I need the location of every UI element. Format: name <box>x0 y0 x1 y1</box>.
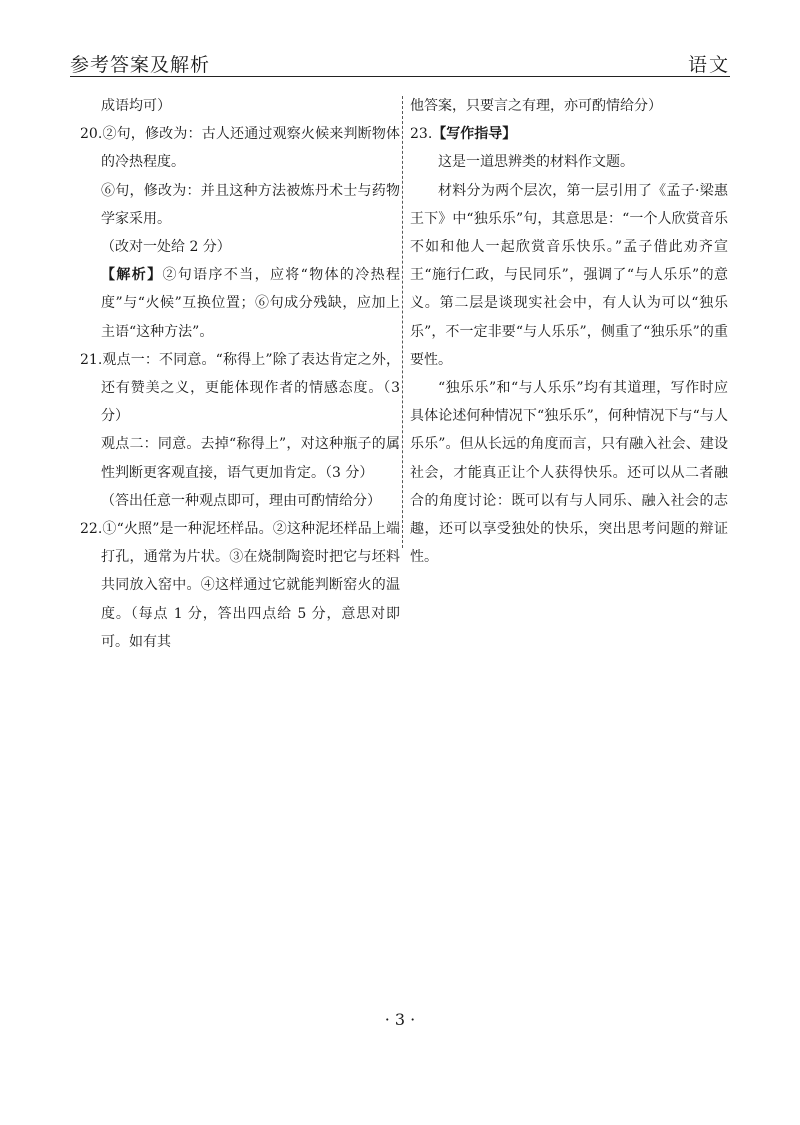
continued-text: 他答案，只要言之有理，亦可酌情给分） <box>410 98 662 114</box>
answer-20-item-2: ⑥句，修改为：并且这种方法被炼丹术士与药物学家采用。 <box>101 182 400 227</box>
column-divider <box>402 96 403 548</box>
answer-21-note: （答出任意一种观点即可，理由可酌情给分） <box>101 492 381 509</box>
analysis-label: 【解析】 <box>101 267 163 284</box>
question-number: 21. <box>80 351 103 368</box>
answer-21 <box>80 346 400 515</box>
answer-21-view-1 <box>80 346 400 431</box>
right-column <box>410 92 728 571</box>
analysis-text: ②句语序不当，应将“物体的冷热程度”与“火候”互换位置；⑥句成分残缺，应加上主语“这种方法”。 <box>101 267 400 340</box>
answer-20 <box>80 120 400 346</box>
answer-22 <box>80 515 400 656</box>
answer-23-para-3: “独乐乐”和“与人乐乐”均有其道理，写作时应具体论述何种情况下“独乐乐”，何种情况下与“与人乐乐”。但从长远的角度而言，只有融入社会、建设社会，才能真正让个人获得快乐。还可以从二者融合的角度讨论：既可以有与人同乐、融入社会的志趣，还可以享受独处的快乐，突出思考问题的辩证性。 <box>410 380 728 566</box>
answer-23-para-2: 材料分为两个层次，第一层引用了《孟子·梁惠王下》中“独乐乐”句，其意思是：“一个人欣赏音乐不如和他人一起欣赏音乐快乐。”孟子借此劝齐宣王“施行仁政，与民同乐”，强调了“与人乐乐”的意义。第二层是谈现实社会中，有人认为可以“独乐乐”，不一定非要“与人乐乐”，侧重了“独乐乐”的重要性。 <box>410 182 728 368</box>
answer-21-view-2: 观点二：同意。去掉“称得上”，对这种瓶子的属性判断更客观直接，语气更加肯定。（3 分） <box>101 436 400 481</box>
answer-text: ②句，修改为：古人还通过观察火候来判断物体的冷热程度。 <box>101 126 400 171</box>
answer-23-heading <box>410 120 728 148</box>
left-column <box>80 92 400 656</box>
question-number: 23. <box>410 126 433 143</box>
answer-20-score: （改对一处给 2 分） <box>101 239 231 256</box>
writing-guide-label: 【写作指导】 <box>432 126 517 143</box>
answer-23 <box>410 120 728 571</box>
header-title: 参考答案及解析 <box>70 54 211 76</box>
question-number: 22. <box>80 521 103 538</box>
answer-20-analysis <box>80 261 400 346</box>
answer-23-para-1: 这是一道思辨类的材料作文题。 <box>438 154 634 171</box>
answer-20-item-1 <box>80 120 400 176</box>
answer-text: 观点一：不同意。“称得上”除了表达肯定之外，还有赞美之义，更能体现作者的情感态度。（3 分） <box>101 351 400 425</box>
continued-text: 成语均可） <box>101 98 171 114</box>
page-number: · 3 · <box>384 1010 416 1029</box>
question-number: 20. <box>80 126 103 143</box>
page-header <box>70 44 730 77</box>
answer-text: ①“火照”是一种泥坯样品。②这种泥坯样品上端打孔，通常为片状。③在烧制陶瓷时把它与坯料共同放入窑中。④这样通过它就能判断窑火的温度。（每点 1 分，答出四点给 5 分，意思对即可。如有其 <box>101 521 400 650</box>
header-subject: 语文 <box>687 54 730 76</box>
answer-22-text <box>80 515 400 656</box>
